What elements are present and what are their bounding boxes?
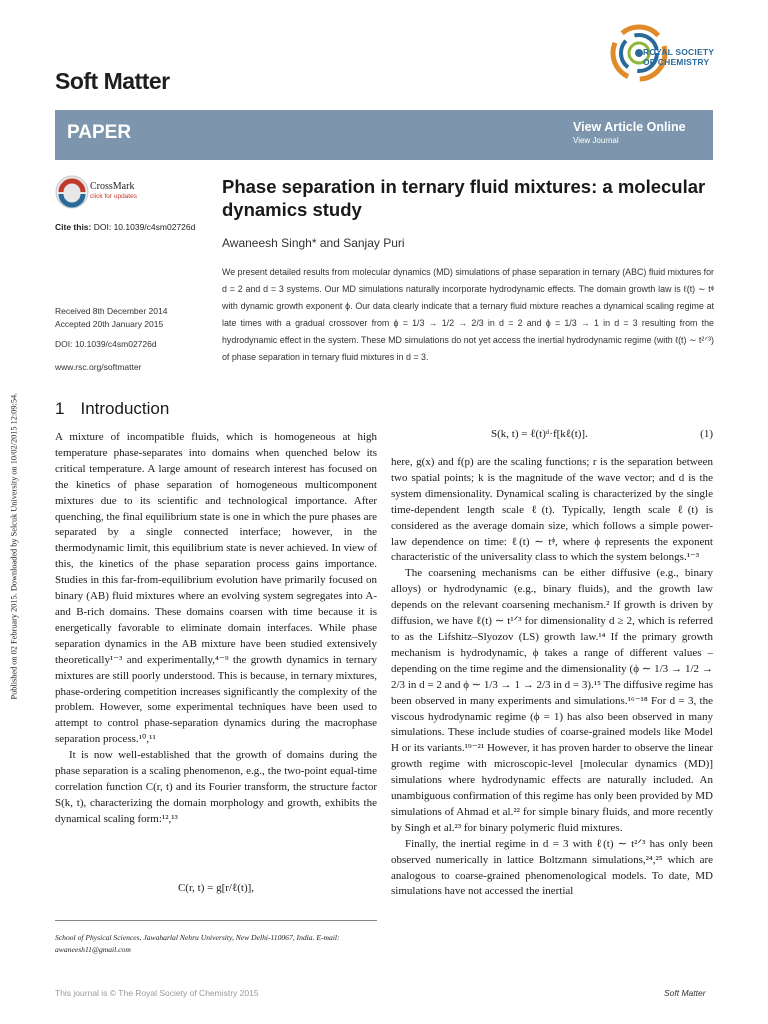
received-dates: [55, 305, 167, 331]
body-column-right: [391, 455, 713, 900]
doi[interactable]: DOI: 10.1039/c4sm02726d: [55, 339, 157, 349]
paper-banner: [55, 110, 713, 160]
accepted-date: Accepted 20th January 2015: [55, 319, 164, 329]
paper-label: PAPER: [67, 122, 132, 143]
paragraph: Finally, the inertial regime in d = 3 with ℓ(t) ∼ t²ᐟ³ has only been observed numerically in lattice Boltzmann simulations,²⁴,²⁵ which are analogous to coarse-grained phenomenological models. To date, MD simulations have not accessed the inertial: [391, 837, 713, 898]
footer-copyright: This journal is © The Royal Society of Chemistry 2015: [55, 988, 259, 998]
section-title: Introduction: [80, 399, 170, 418]
cite-value: DOI: 10.1039/c4sm02726d: [93, 222, 196, 232]
journal-website[interactable]: www.rsc.org/softmatter: [55, 362, 142, 372]
section-number: 1: [55, 399, 65, 418]
body-column-left: [55, 430, 377, 828]
view-journal-link[interactable]: View Journal: [573, 136, 619, 145]
paragraph: A mixture of incompatible fluids, which is homogeneous at high temperature phase-separates into domains when quenched below its critical temperature. A large amount of research interest has focused on the kinetics of phase separation of homogeneous multicomponent mixtures due to its scientific and technological importance. After quenching, the final equilibrium state is one in which the pure phases are separated by a single connected interface; however, in the thermodynamic limit, this equilibrium state is never achieved. In view of this, the kinetics of the phase separation process gains importance. Studies in this far-from-equilibrium evolution have primarily focused on binary (AB) fluid mixtures where an evolving system segregates into A- and B-rich domains. These domains coarsen with time because it is energetically favorable to eliminate domain interfaces. While phase separation dynamics in the AB mixture have been studied extensively theoretically¹⁻³ and experimentally,⁴⁻⁹ the growth dynamics in ternary mixtures are still poorly understood. This is because, in ternary mixtures, phase-ordering competition increases significantly the complexity of the problem. However, some experimental techniques have been used to attempt to control phase-separation dynamics during the macrophase separation process.¹⁰,¹¹: [55, 431, 377, 746]
paragraph: The coarsening mechanisms can be either diffusive (e.g., binary alloys) or hydrodynamic (e.g., binary fluids), and the growth law depends on the relevant coarsening mechanism.² If growth is driven by diffusion, we have ℓ(t) ∼ t¹ᐟ³ for dimensionality d ≥ 2, which is referred to as the Lifshitz–Slyozov (LS) growth law.¹⁴ If the primary growth mechanism is hydrodynamic, ϕ takes a range of different values – depending on the time regime and the dimensionality (ϕ ∼ 1/3 → 1/2 → 2/3 in d = 2 and ϕ ∼ 1/3 → 1 → 2/3 in d = 3).¹⁵ The diffusive regime has been observed in many experiments and simulations.¹⁶⁻¹⁸ For d = 3, the viscous hydrodynamic regime (ϕ = 1) has also been observed in many simulations. These include studies of coarse-grained models like Model H or its variants.¹⁹⁻²¹ However, it has proven harder to observe the linear growth regime with microscopic-level [molecular dynamics (MD)] simulations where hydrodynamic effects are naturally included. An unambiguous confirmation of this regime has only been provided by MD simulations of Ahmad et al.²² for simple binary fluids, and more recently by Singh et al.²³ for binary polymeric fluid mixtures.: [391, 567, 713, 834]
download-notice: Published on 02 February 2015. Downloaded by Selcuk University on 10/02/2015 12:09:54.: [9, 392, 19, 700]
paragraph: here, g(x) and f(p) are the scaling functions; r is the separation between two spatial points; k is the magnitude of the wave vector; and d is the system dimensionality. Dynamical scaling is characterized by the single time-dependent length scale ℓ(t). Typically, length scale ℓ(t) is considered as the average domain size, which follows a simple power-law dependence on time: ℓ(t) ∼ tᶲ, where ϕ represents the exponent characteristic of the universality class to which the system belongs.¹⁻³: [391, 456, 713, 564]
footer-journal: Soft Matter: [664, 988, 706, 998]
view-article-online[interactable]: View Article Online: [573, 120, 686, 134]
logo-line2: OF CHEMISTRY: [643, 57, 710, 67]
footnote-divider: [55, 920, 377, 921]
abstract: We present detailed results from molecular dynamics (MD) simulations of phase separation in ternary (ABC) fluid mixtures for d = 2 and d = 3 systems. Our MD simulations naturally incorporate hydrodynamic effects. The domain growth law is ℓ(t) ∼ tᶲ with dynamic growth exponent ϕ. Our data clearly indicate that a ternary fluid mixture reaches a dynamical scaling regime at late times with a gradual crossover from ϕ = 1/3 → 1/2 → 2/3 in d = 2 and ϕ = 1/3 → 1 in d = 3 resulting from the hydrodynamic effect in the system. These MD simulations do not yet access the inertial hydrodynamic regime (with ℓ(t) ∼ t²ᐟ³) of phase separation in ternary fluid mixtures in d = 3.: [222, 267, 714, 363]
section-heading: [55, 399, 185, 419]
affiliation-footnote: School of Physical Sciences, Jawaharlal Nehru University, New Delhi-110067, India. E-mail: awaneesh11@gmail.com: [55, 933, 340, 954]
rsc-logo-text: [643, 47, 714, 67]
paragraph: It is now well-established that the growth of domains during the phase separation is a scaling phenomenon, e.g., the two-point equal-time correlation function C(r, t) and its Fourier transform, the structure factor S(k, t), characterizing the domain morphology and growth, exhibits the dynamical scaling form:¹²,¹³: [55, 749, 377, 825]
equation-number: (1): [700, 428, 713, 440]
article-title: Phase separation in ternary fluid mixtures: a molecular dynamics study: [222, 176, 706, 220]
logo-line1: ROYAL SOCIETY: [643, 47, 715, 57]
journal-title: Soft Matter: [55, 68, 170, 94]
cite-this: [55, 222, 195, 232]
authors: Awaneesh Singh* and Sanjay Puri: [222, 236, 405, 250]
view-online-link[interactable]: [573, 120, 713, 145]
equation-expr: S(k, t) = ℓ(t)ᵈ·f[kℓ(t)].: [491, 428, 588, 440]
equation-correlation: C(r, t) = g[r/ℓ(t)],: [177, 882, 255, 894]
crossmark-label[interactable]: CrossMark: [90, 181, 135, 192]
cite-label: Cite this:: [55, 222, 92, 232]
received-date: Received 8th December 2014: [55, 306, 168, 316]
crossmark-sub[interactable]: click for updates: [90, 193, 137, 200]
